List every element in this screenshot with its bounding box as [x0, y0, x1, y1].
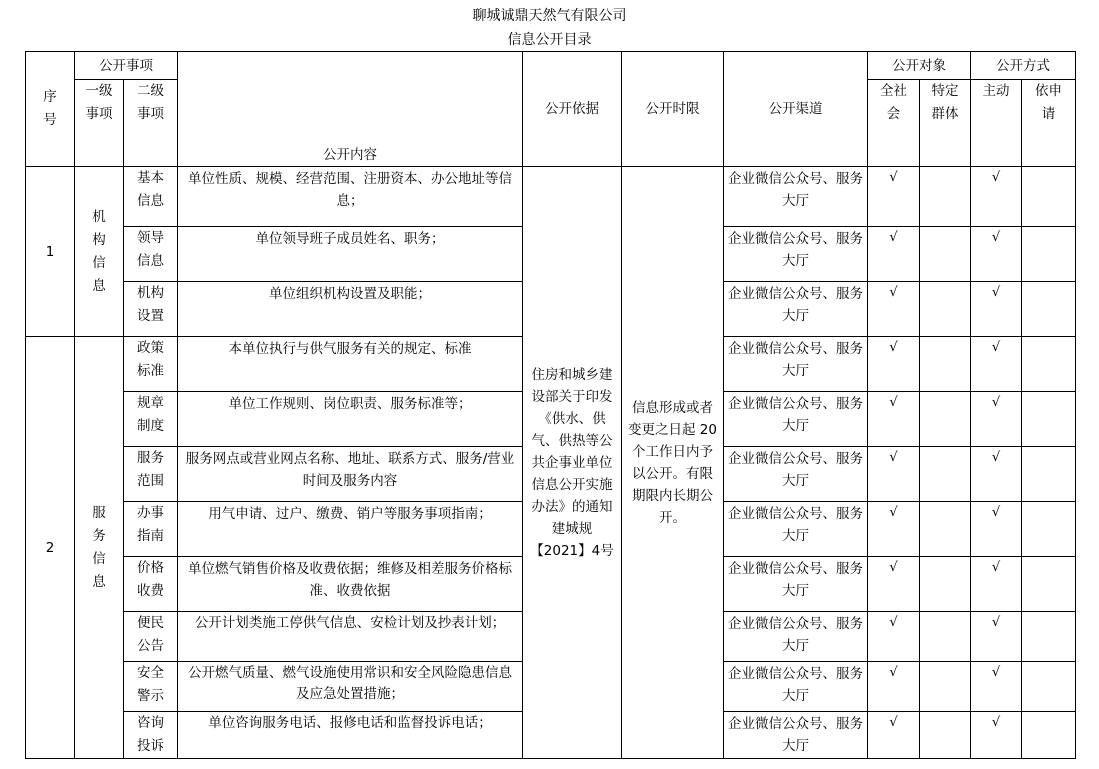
check-specific-group	[920, 612, 971, 662]
header-items: 公开事项	[75, 52, 178, 80]
check-all-society: √	[868, 227, 920, 282]
check-on-request	[1022, 392, 1076, 447]
disclosure-content: 单位性质、规模、经营范围、注册资本、办公地址等信息；	[178, 167, 523, 227]
level2-item: 价格收费	[124, 557, 178, 612]
disclosure-timelimit: 信息形成或者变更之日起 20 个工作日内予以公开。有限期限内长期公开。	[622, 167, 724, 759]
level2-item: 服务范围	[124, 447, 178, 502]
check-on-request	[1022, 502, 1076, 557]
level2-item: 政策标准	[124, 337, 178, 392]
disclosure-content: 单位领导班子成员姓名、职务；	[178, 227, 523, 282]
header-specific-group: 特定群体	[920, 80, 971, 167]
check-all-society: √	[868, 447, 920, 502]
check-on-request	[1022, 227, 1076, 282]
level2-item: 规章制度	[124, 392, 178, 447]
disclosure-catalog-table	[25, 51, 1076, 759]
check-all-society: √	[868, 502, 920, 557]
check-specific-group	[920, 227, 971, 282]
header-seq: 序号	[26, 52, 75, 167]
level2-item: 机构设置	[124, 282, 178, 337]
header-active: 主动	[971, 80, 1022, 167]
check-specific-group	[920, 392, 971, 447]
level2-item: 基本信息	[124, 167, 178, 227]
check-active: √	[971, 337, 1022, 392]
disclosure-basis: 住房和城乡建设部关于印发《供水、供气、供热等公共企事业单位信息公开实施办法》的通知建城规【2021】4号	[523, 167, 622, 759]
company-title: 聊城诚鼎天然气有限公司	[472, 8, 627, 24]
disclosure-content: 单位工作规则、岗位职责、服务标准等；	[178, 392, 523, 447]
header-all-society: 全社会	[868, 80, 920, 167]
check-active: √	[971, 167, 1022, 227]
level1-category: 服务信息	[75, 337, 124, 759]
check-active: √	[971, 392, 1022, 447]
check-on-request	[1022, 662, 1076, 712]
check-all-society: √	[868, 337, 920, 392]
check-on-request	[1022, 557, 1076, 612]
check-specific-group	[920, 502, 971, 557]
disclosure-content: 服务网点或营业网点名称、地址、联系方式、服务/营业时间及服务内容	[178, 447, 523, 502]
check-on-request	[1022, 712, 1076, 759]
disclosure-content: 用气申请、过户、缴费、销户等服务事项指南；	[178, 502, 523, 557]
header-row-1	[26, 52, 1076, 80]
check-active: √	[971, 227, 1022, 282]
check-on-request	[1022, 167, 1076, 227]
disclosure-content: 单位组织机构设置及职能；	[178, 282, 523, 337]
document-subtitle: 信息公开目录	[507, 32, 592, 48]
disclosure-channel: 企业微信公众号、服务大厅	[724, 392, 868, 447]
header-content: 公开内容	[178, 52, 523, 167]
disclosure-content: 本单位执行与供气服务有关的规定、标准	[178, 337, 523, 392]
disclosure-channel: 企业微信公众号、服务大厅	[724, 447, 868, 502]
check-active: √	[971, 447, 1022, 502]
check-active: √	[971, 557, 1022, 612]
check-specific-group	[920, 282, 971, 337]
check-specific-group	[920, 167, 971, 227]
disclosure-channel: 企业微信公众号、服务大厅	[724, 227, 868, 282]
check-active: √	[971, 662, 1022, 712]
table-row	[26, 167, 1076, 227]
check-on-request	[1022, 337, 1076, 392]
check-on-request	[1022, 447, 1076, 502]
check-all-society: √	[868, 282, 920, 337]
row-seq-number: 2	[26, 337, 75, 759]
disclosure-channel: 企业微信公众号、服务大厅	[724, 502, 868, 557]
header-basis: 公开依据	[523, 52, 622, 167]
check-on-request	[1022, 282, 1076, 337]
check-all-society: √	[868, 662, 920, 712]
disclosure-channel: 企业微信公众号、服务大厅	[724, 167, 868, 227]
check-all-society: √	[868, 612, 920, 662]
disclosure-channel: 企业微信公众号、服务大厅	[724, 612, 868, 662]
level2-item: 咨询投诉	[124, 712, 178, 759]
check-all-society: √	[868, 712, 920, 759]
level1-category: 机构信息	[75, 167, 124, 337]
check-active: √	[971, 712, 1022, 759]
check-all-society: √	[868, 557, 920, 612]
disclosure-channel: 企业微信公众号、服务大厅	[724, 337, 868, 392]
row-seq-number: 1	[26, 167, 75, 337]
disclosure-content: 公开计划类施工停供气信息、安检计划及抄表计划；	[178, 612, 523, 662]
header-level2: 二级事项	[124, 80, 178, 167]
header-on-request: 依申请	[1022, 80, 1076, 167]
disclosure-channel: 企业微信公众号、服务大厅	[724, 557, 868, 612]
header-level1: 一级事项	[75, 80, 124, 167]
check-active: √	[971, 282, 1022, 337]
disclosure-content: 单位咨询服务电话、报修电话和监督投诉电话；	[178, 712, 523, 759]
disclosure-channel: 企业微信公众号、服务大厅	[724, 712, 868, 759]
disclosure-content: 公开燃气质量、燃气设施使用常识和安全风险隐患信息及应急处置措施；	[178, 662, 523, 712]
header-audience: 公开对象	[868, 52, 971, 80]
level2-item: 便民公告	[124, 612, 178, 662]
check-all-society: √	[868, 392, 920, 447]
header-channel: 公开渠道	[724, 52, 868, 167]
level2-item: 领导信息	[124, 227, 178, 282]
disclosure-content: 单位燃气销售价格及收费依据；维修及相差服务价格标准、收费依据	[178, 557, 523, 612]
disclosure-channel: 企业微信公众号、服务大厅	[724, 282, 868, 337]
check-specific-group	[920, 557, 971, 612]
check-all-society: √	[868, 167, 920, 227]
level2-item: 安全警示	[124, 662, 178, 712]
header-timelimit: 公开时限	[622, 52, 724, 167]
header-method: 公开方式	[971, 52, 1076, 80]
check-active: √	[971, 502, 1022, 557]
check-on-request	[1022, 612, 1076, 662]
disclosure-channel: 企业微信公众号、服务大厅	[724, 662, 868, 712]
check-specific-group	[920, 712, 971, 759]
level2-item: 办事指南	[124, 502, 178, 557]
check-specific-group	[920, 447, 971, 502]
check-active: √	[971, 612, 1022, 662]
check-specific-group	[920, 337, 971, 392]
check-specific-group	[920, 662, 971, 712]
